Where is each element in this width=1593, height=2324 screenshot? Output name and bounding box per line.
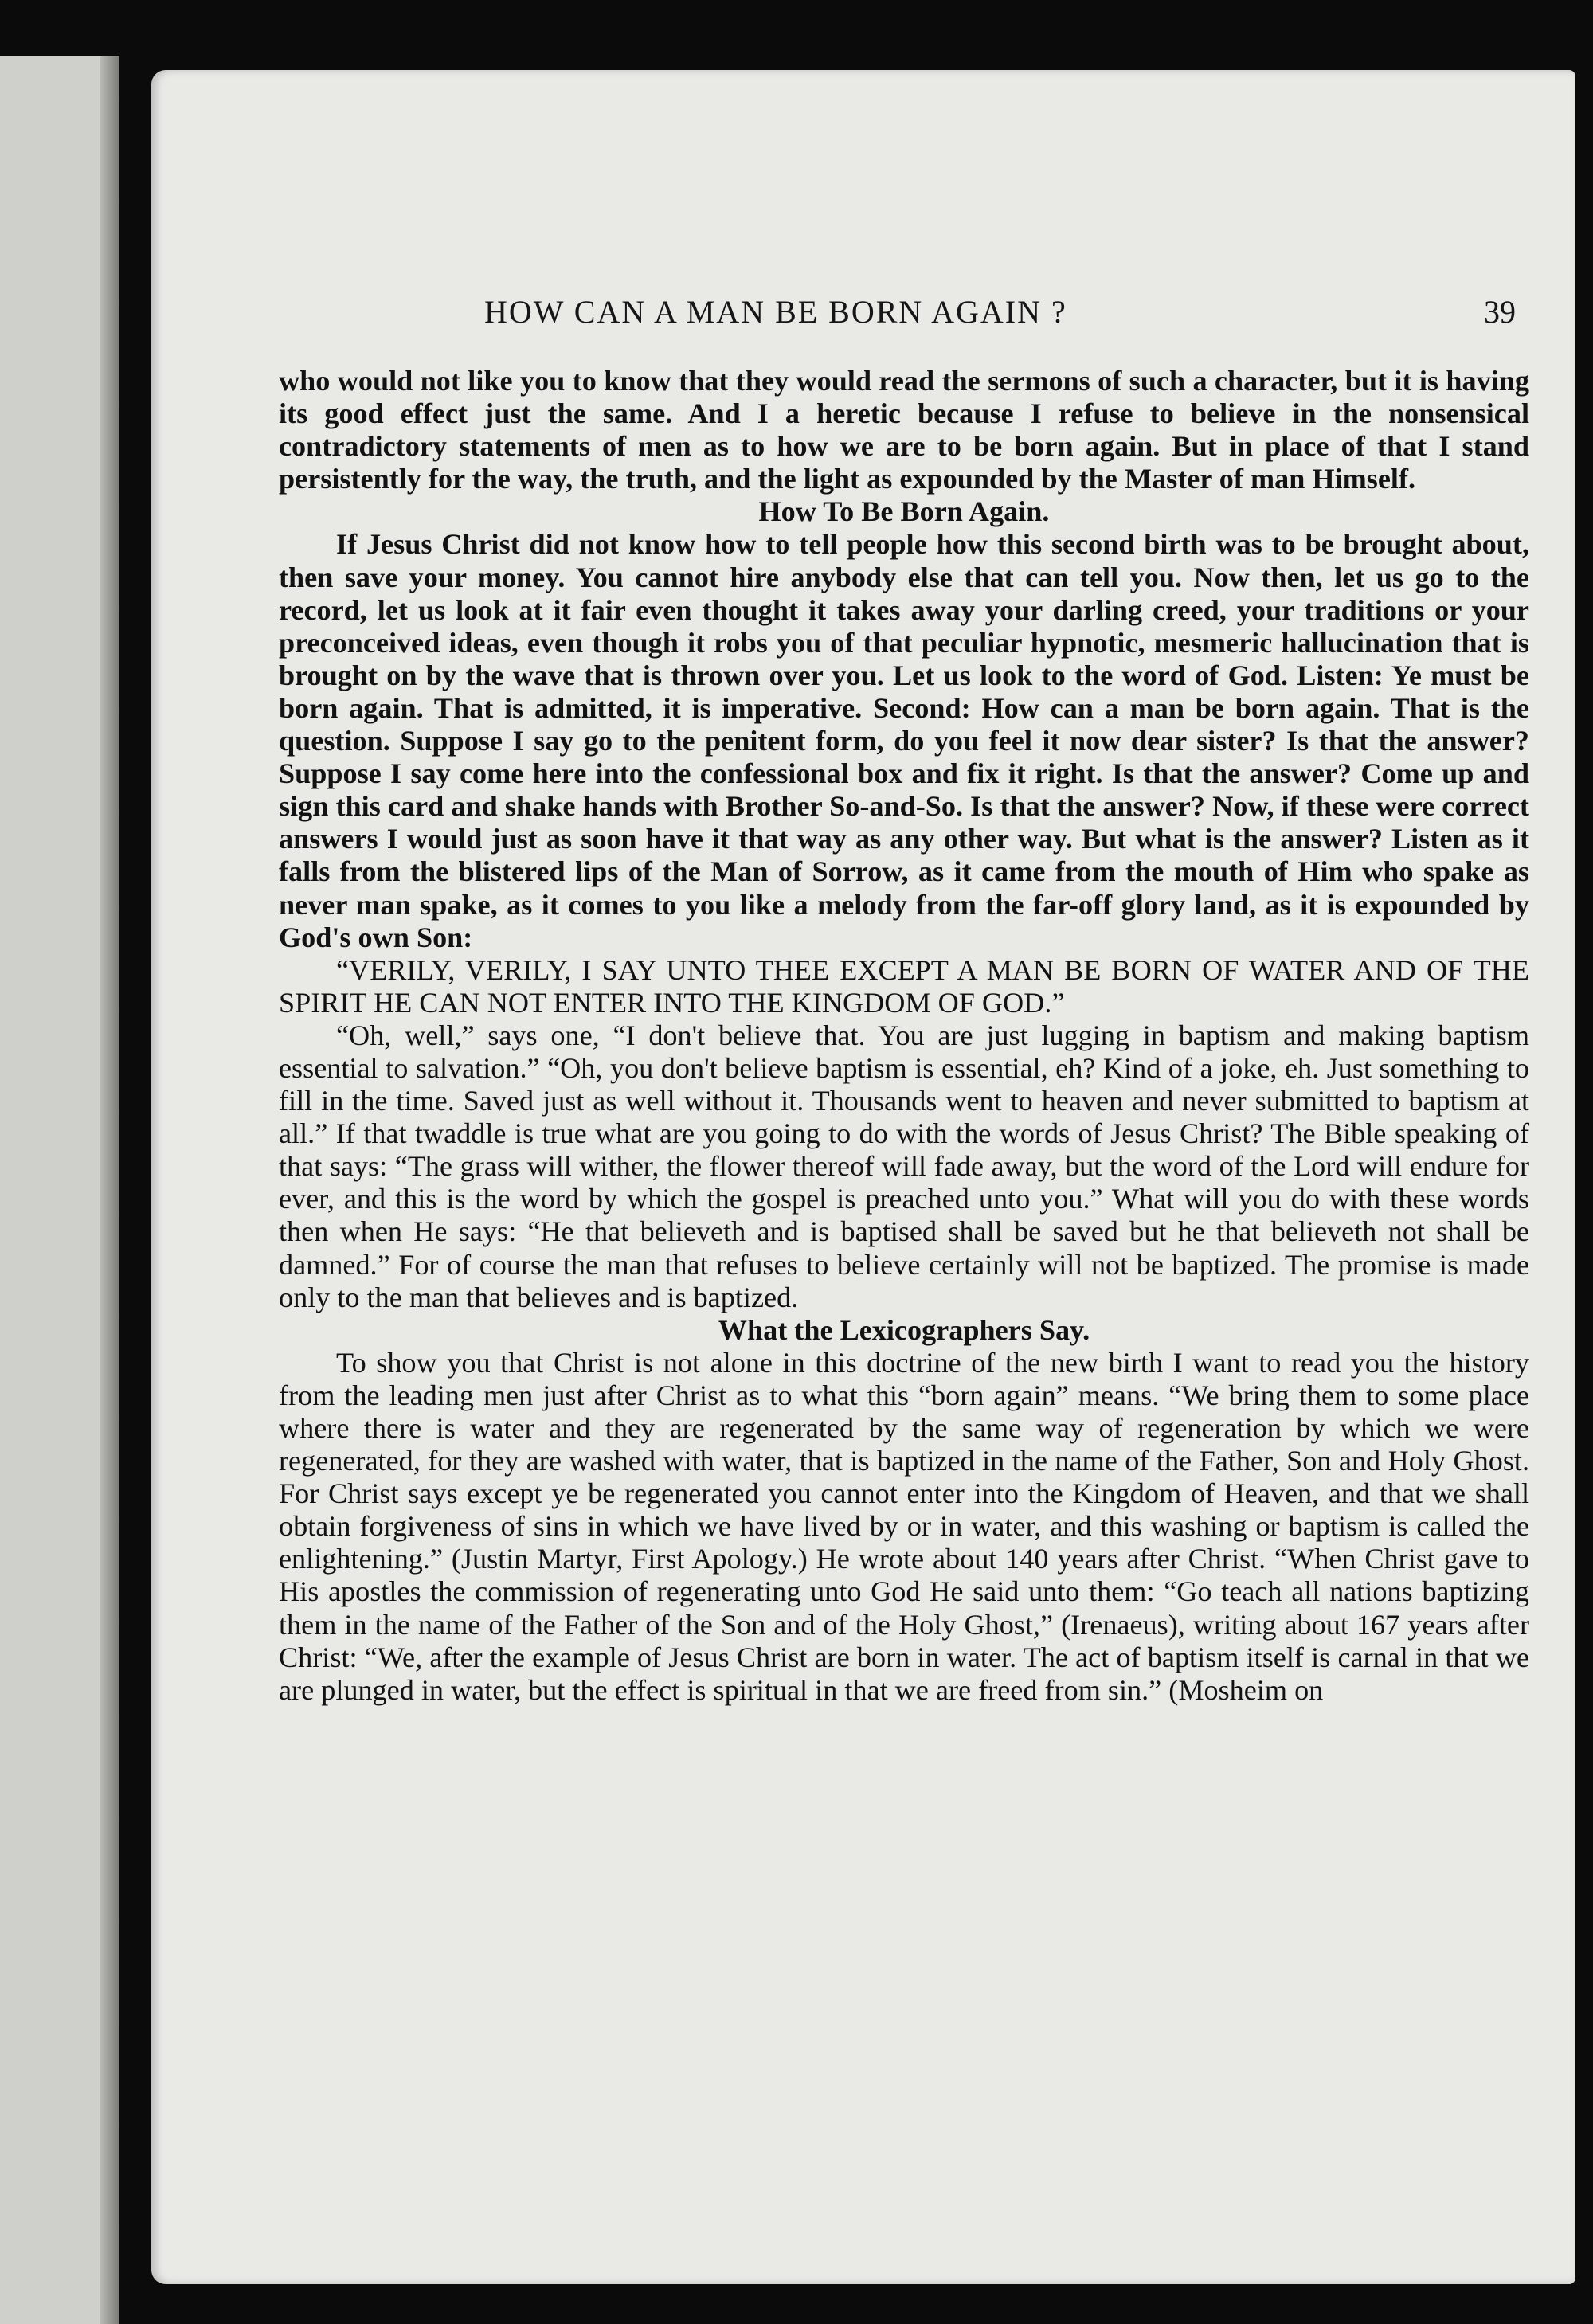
page-body: [279, 365, 1529, 1707]
paragraph-4: To show you that Christ is not alone in this doctrine of the new birth I want to read you the history from the leading men just after Christ as to what this “born again” means. “We bring them to some place where there is water and they are regenerated by the same way of regeneration by which we were regenerated, for they are washed with water, that is baptized in the name of the Father, Son and Holy Ghost. For Christ says except ye be regenerated you cannot enter into the Kingdom of Heaven, and that we shall obtain forgiveness of sins in which we have lived by or in water, and this washing or baptism is called the enlightening.” (Justin Martyr, First Apology.) He wrote about 140 years after Christ. “When Christ gave to His apostles the commission of regenerating unto God He said unto them: “Go teach all nations baptizing them in the name of the Father of the Son and of the Holy Ghost,” (Irenaeus), writing about 167 years after Christ: “We, after the example of Jesus Christ are born in water. The act of baptism itself is carnal in that we are plunged in water, but the effect is spiritual in that we are freed from sin.” (Mosheim on: [279, 1346, 1529, 1706]
section-heading-lexicographers: What the Lexicographers Say.: [718, 1313, 1090, 1346]
paragraph-2: If Jesus Christ did not know how to tell people how this second birth was to be brought about, then save your money. You cannot hire anybody else that can tell you. Now then, let us go to the record, let us look at it fair even thought it takes away your darling creed, your traditions or your preconceived ideas, even though it robs you of that peculiar hypnotic, mesmeric hallucination that is brought on by the wave that is thrown over you. Let us look to the word of God. Listen: Ye must be born again. That is admitted, it is imperative. Second: How can a man be born again. That is the question. Suppose I say go to the penitent form, do you feel it now dear sister? Is that the answer? Suppose I say come here into the confessional box and fix it right. Is that the answer? Come up and sign this card and shake hands with Brother So-and-So. Is that the answer? Now, if these were correct answers I would just as soon have it that way as any other way. But what is the answer? Listen as it falls from the blistered lips of the Man of Sorrow, as it came from the mouth of Him who spake as never man spake, as it comes to you like a melody from the far-off glory land, as it is expounded by God's own Son:: [279, 528, 1529, 953]
adjacent-page-edge: [0, 56, 119, 2324]
scripture-quote: “VERILY, VERILY, I SAY UNTO THEE EXCEPT A MAN BE BORN OF WATER AND OF THE SPIRIT HE CAN NOT ENTER INTO THE KINGDOM OF GOD.”: [279, 953, 1529, 1019]
book-page: [151, 70, 1575, 2284]
paragraph-1: who would not like you to know that they would read the sermons of such a character, but it is having its good effect just the same. And I a heretic because I refuse to believe in the nonsensical contradictory statements of men as to how we are to be born again. But in place of that I stand persistently for the way, the truth, and the light as expounded by the Master of man Himself.: [279, 365, 1529, 495]
running-title: HOW CAN A MAN BE BORN AGAIN ?: [484, 294, 1067, 330]
paragraph-3: “Oh, well,” says one, “I don't believe that. You are just lugging in baptism and making baptism essential to salvation.” “Oh, you don't believe baptism is essential, eh? Kind of a joke, eh. Just something to fill in the time. Saved just as well without it. Thousands went to heaven and never submitted to baptism at all.” If that twaddle is true what are you going to do with the words of Jesus Christ? The Bible speaking of that says: “The grass will wither, the flower thereof will fade away, but the word of the Lord will endure for ever, and this is the word by which the gospel is preached unto you.” What will you do with these words then when He says: “He that believeth and is baptised shall be saved but he that believeth not shall be damned.” For of course the man that refuses to believe certainly will not be baptized. The promise is made only to the man that believes and is baptized.: [279, 1019, 1529, 1313]
running-header: [151, 293, 1575, 333]
page-number: 39: [1484, 294, 1516, 330]
page-gutter-shadow: [100, 56, 119, 2324]
section-heading-born-again: How To Be Born Again.: [758, 495, 1050, 528]
